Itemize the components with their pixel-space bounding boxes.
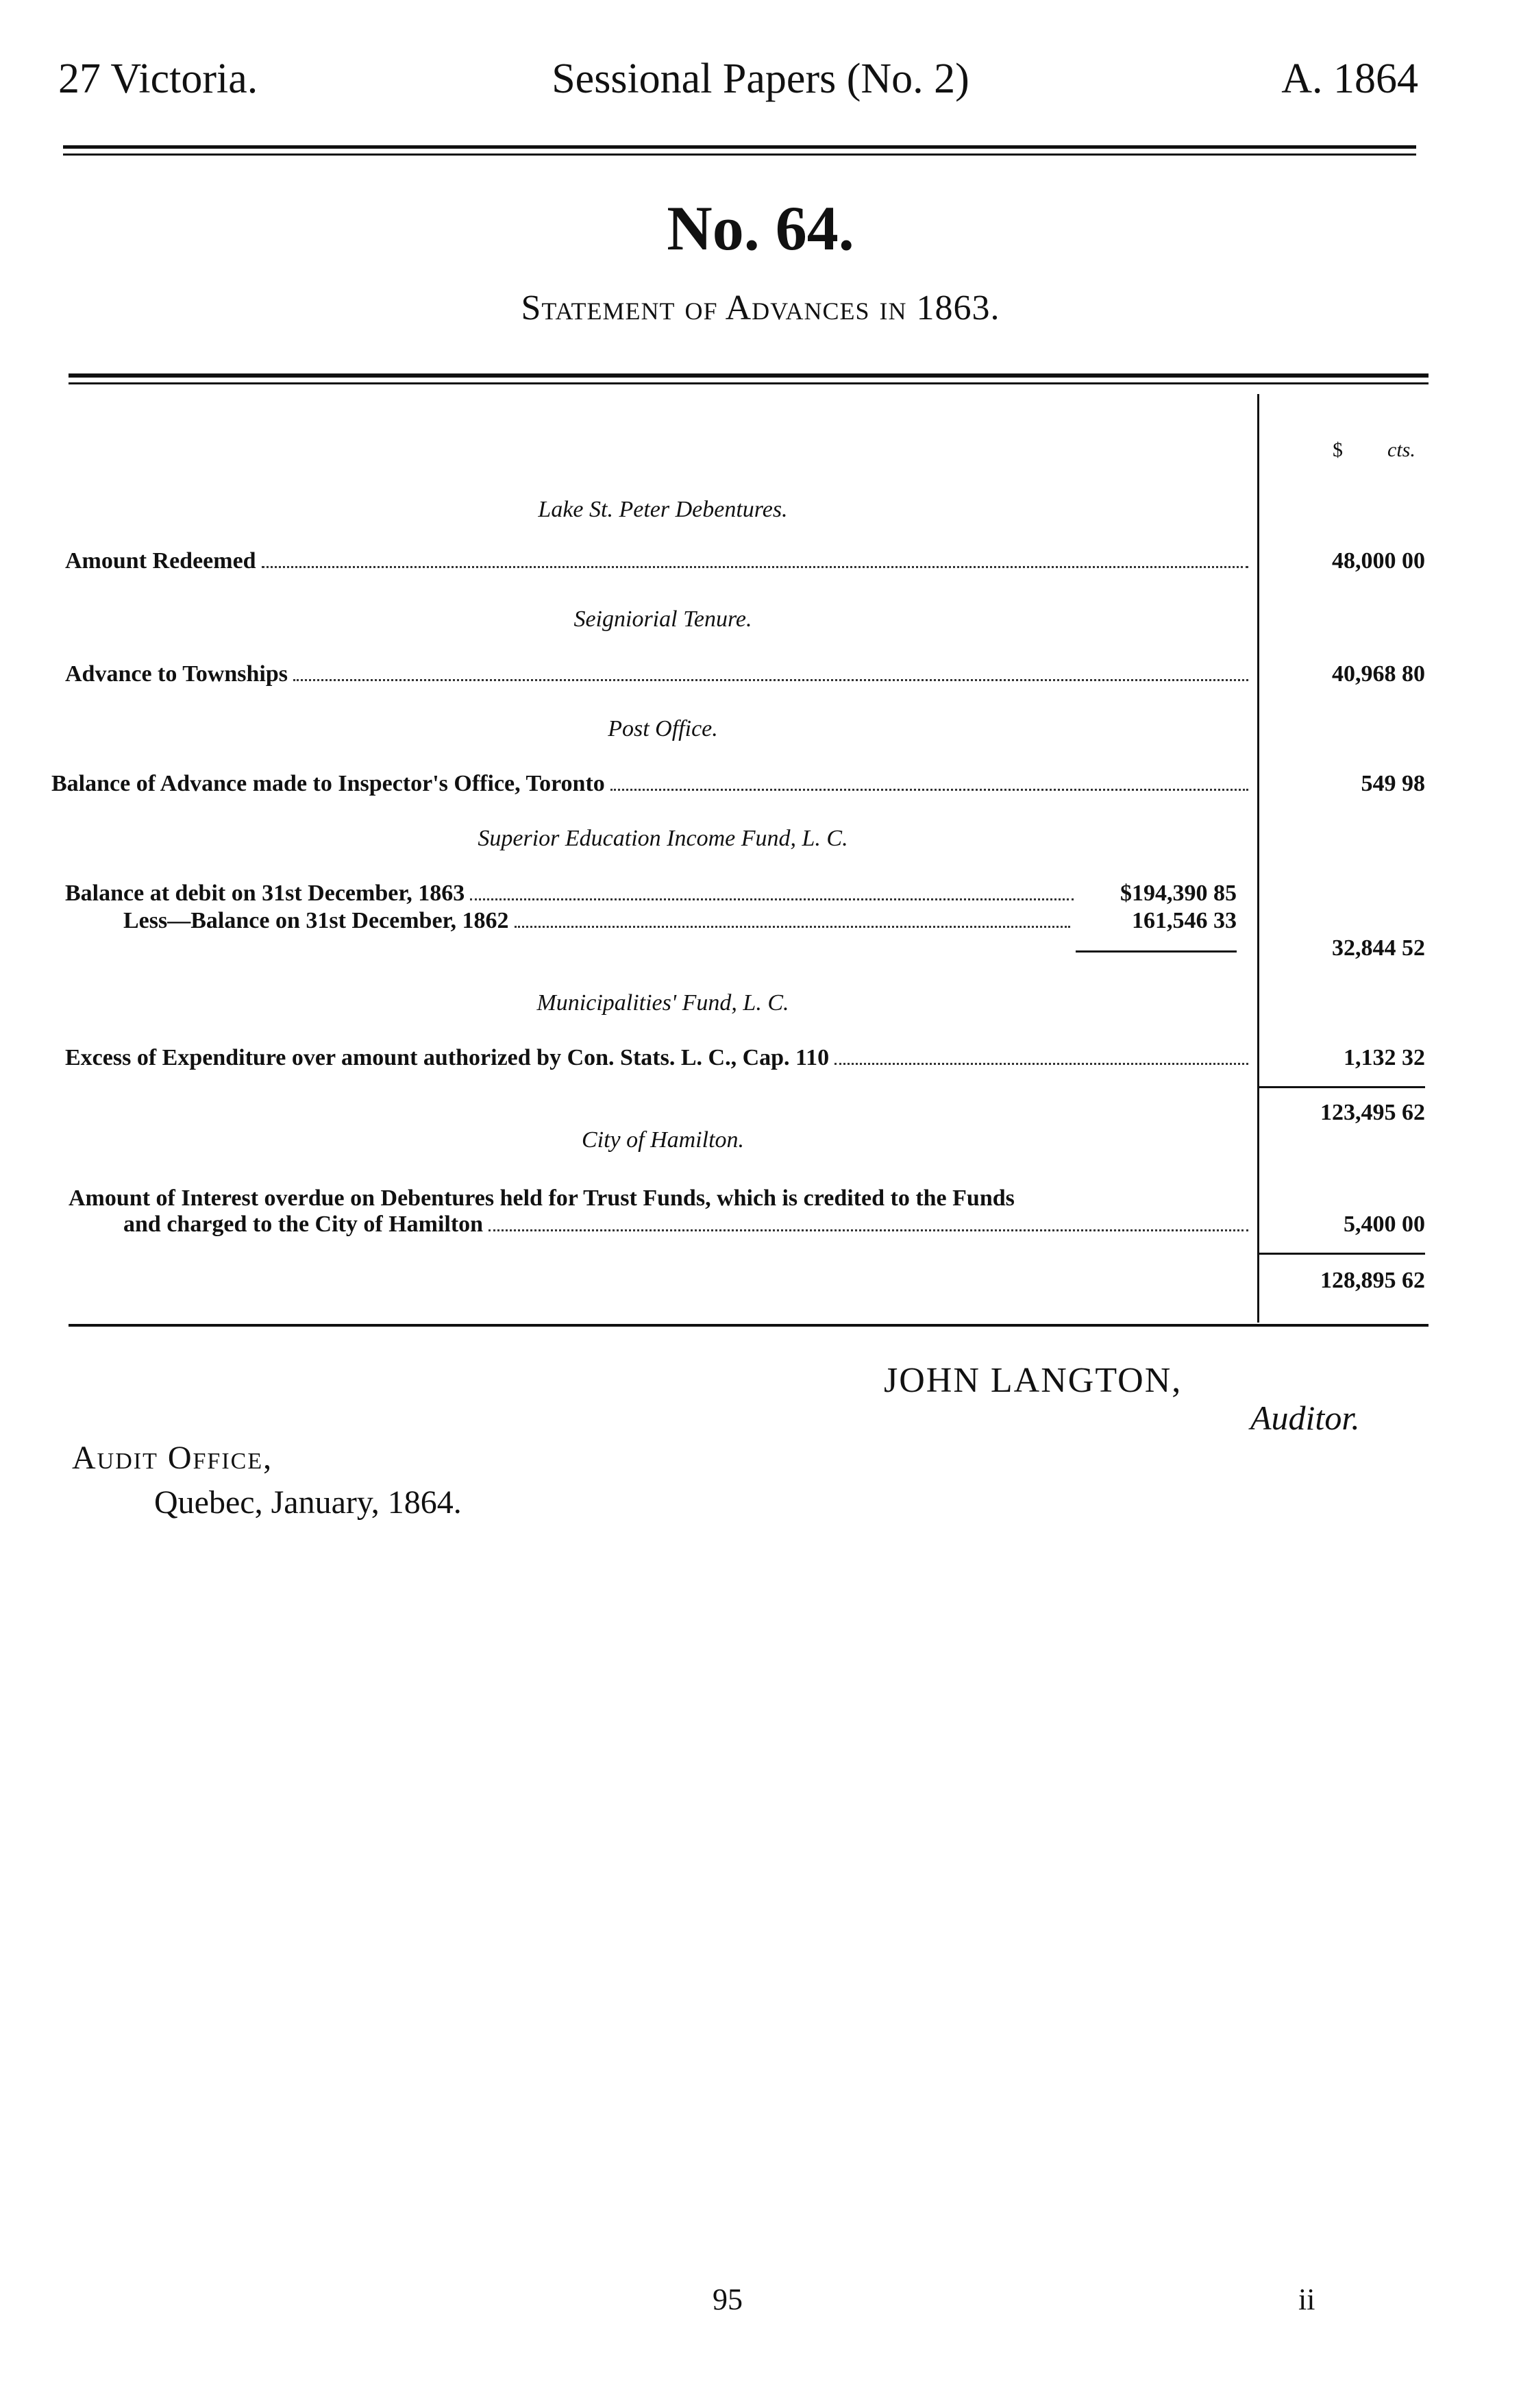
row-label: Advance to Townships (65, 661, 288, 687)
dot-leader (293, 679, 1248, 681)
cents-header: cts. (1387, 439, 1415, 461)
subtraction-rule (1076, 950, 1237, 953)
interest-value: 5,400 00 (1344, 1212, 1425, 1237)
place-and-date: Quebec, January, 1864. (154, 1484, 462, 1521)
advance-townships-value: 40,968 80 (1332, 661, 1425, 687)
table-bottom-rule (69, 1324, 1429, 1327)
dot-leader (515, 926, 1070, 928)
section-superior-education: Superior Education Income Fund, L. C. (478, 826, 848, 851)
section-post-office: Post Office. (608, 716, 718, 741)
signature-mark: ii (1298, 2283, 1315, 2316)
row-label: Amount Redeemed (65, 548, 256, 574)
title-rule-bottom (69, 382, 1429, 384)
grand-total-value: 128,895 62 (1320, 1268, 1425, 1293)
subtotal-value: 123,495 62 (1320, 1100, 1425, 1125)
less-1862-value: 161,546 33 (1132, 908, 1237, 933)
row-advance-townships (65, 661, 1254, 687)
row-amount-redeemed (65, 548, 1254, 574)
row-label: Balance of Advance made to Inspector's Office, Toronto (51, 771, 605, 796)
row-interest-line2 (123, 1212, 1254, 1238)
document-title: Statement of Advances in 1863. (521, 288, 1000, 328)
row-label: Balance at debit on 31st December, 1863 (65, 881, 465, 906)
dot-leader (489, 1229, 1248, 1231)
dot-leader (262, 566, 1248, 568)
header-rule-bottom (63, 153, 1416, 156)
row-excess-expenditure (65, 1045, 1254, 1071)
document-number: No. 64. (667, 193, 854, 263)
superior-education-total: 32,844 52 (1332, 935, 1425, 961)
row-label: Excess of Expenditure over amount authorized by Con. Stats. L. C., Cap. 110 (65, 1045, 830, 1070)
row-interest-line1 (69, 1185, 1257, 1212)
section-seigniorial-tenure: Seigniorial Tenure. (573, 606, 752, 632)
row-label: and charged to the City of Hamilton (123, 1212, 484, 1237)
inspector-office-value: 549 98 (1361, 771, 1425, 796)
audit-office: Audit Office, (72, 1440, 273, 1476)
amount-column-rule (1257, 394, 1259, 1323)
section-municipalities-fund: Municipalities' Fund, L. C. (536, 990, 789, 1016)
excess-expenditure-value: 1,132 32 (1344, 1045, 1425, 1070)
debit-1863-value: $194,390 85 (1120, 881, 1237, 906)
header-volume: 27 Victoria. (58, 56, 258, 102)
section-city-of-hamilton: City of Hamilton. (581, 1127, 745, 1153)
row-inspector-office (51, 771, 1254, 797)
row-label: Amount of Interest overdue on Debentures held for Trust Funds, which is credited to the Funds (69, 1185, 1015, 1211)
row-debit-1863 (65, 881, 1079, 907)
amount-redeemed-value: 48,000 00 (1332, 548, 1425, 574)
header-rule-top (63, 145, 1416, 149)
title-rule-top (69, 373, 1429, 378)
page-number: 95 (713, 2283, 743, 2316)
dot-leader (610, 789, 1248, 791)
grand-total-rule (1259, 1253, 1425, 1255)
header-title: Sessional Papers (No. 2) (552, 56, 969, 102)
section-lake-st-peter: Lake St. Peter Debentures. (538, 497, 788, 522)
header-year: A. 1864 (1281, 56, 1418, 102)
dot-leader (470, 898, 1074, 900)
dollars-header: $ (1333, 439, 1343, 461)
row-label: Less—Balance on 31st December, 1862 (123, 908, 509, 933)
auditor-name: JOHN LANGTON, (884, 1361, 1183, 1400)
subtotal-rule (1259, 1086, 1425, 1088)
dot-leader (834, 1063, 1248, 1065)
auditor-title: Auditor. (1250, 1399, 1360, 1437)
row-less-1862 (123, 908, 1076, 934)
